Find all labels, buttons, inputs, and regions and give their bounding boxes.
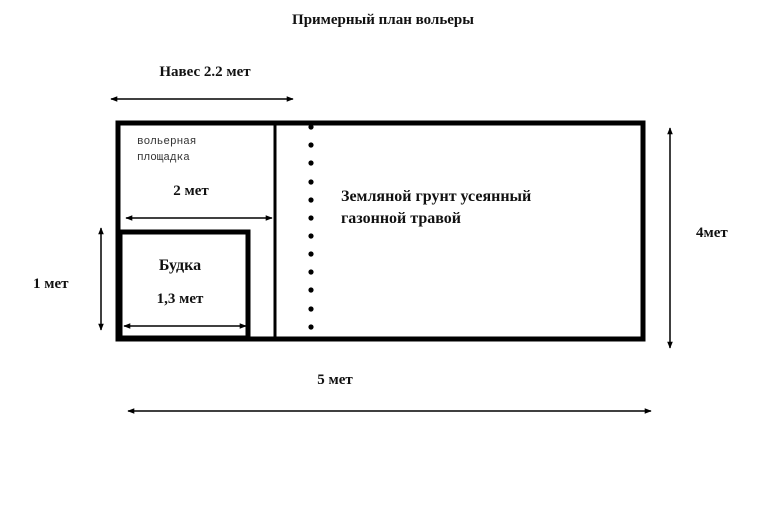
kennel-box <box>120 232 248 338</box>
yard-width-label: 2 мет <box>173 183 209 199</box>
yard-label-line2: площадка <box>137 152 190 164</box>
yard-label-line1: вольерная <box>137 136 197 148</box>
total-width-label: 5 мет <box>317 372 353 388</box>
kennel-width-label: 1,3 мет <box>156 291 204 307</box>
dotted-boundary <box>308 124 313 329</box>
diagram-title: Примерный план вольеры <box>292 12 474 28</box>
ground-label-line1: Земляной грунт усеянный <box>341 188 532 205</box>
kennel-label: Будка <box>158 257 202 274</box>
total-height-label: 4мет <box>696 225 728 241</box>
kennel-height-label: 1 мет <box>33 276 69 292</box>
ground-label-line2: газонной травой <box>341 210 461 227</box>
canopy-label: Навес 2.2 мет <box>159 64 251 80</box>
